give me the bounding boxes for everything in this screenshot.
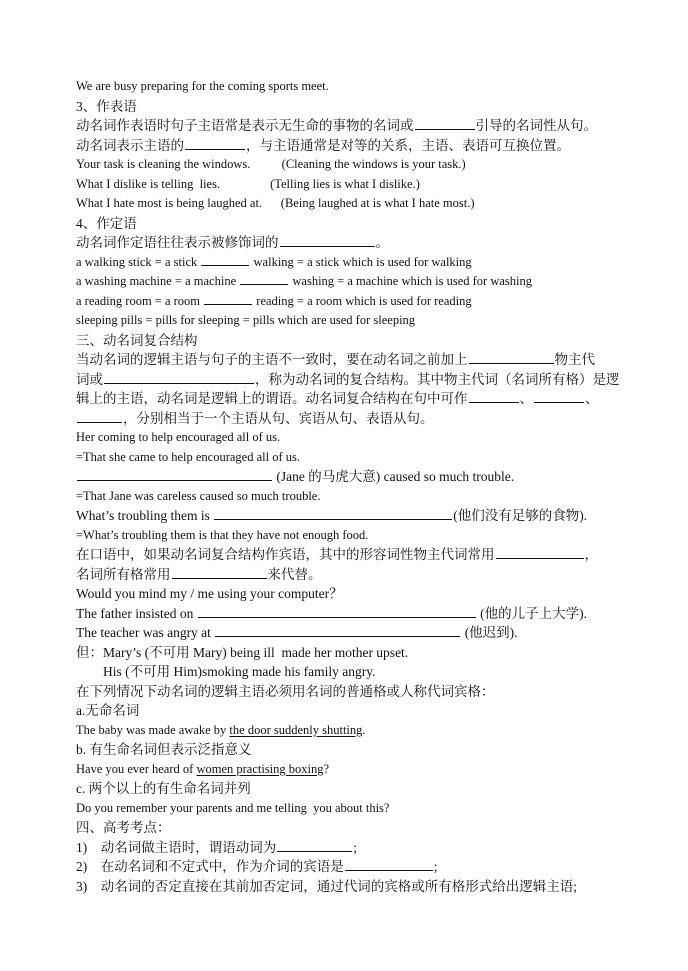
text-line [76,487,636,507]
line-text: 。 [375,235,389,250]
text-line [76,292,636,312]
line-text: 四、高考考点： [76,820,171,835]
text-line [76,662,636,682]
line-text: The father insisted on [76,605,197,621]
text-line [76,623,636,643]
text-line [76,545,636,565]
fill-in-blank[interactable] [201,253,249,266]
text-line [76,506,636,526]
text-line [76,857,636,877]
line-text: 名词所有格常用 [76,566,171,582]
text-line [76,701,636,721]
line-text: =That Jane was careless caused so much trouble. [76,488,321,503]
line-text: 物主代 [554,352,595,367]
line-text: Your task is cleaning the windows. (Cleaning the windows is your task.) [76,157,466,171]
text-line [76,838,636,858]
fill-in-blank[interactable] [185,137,245,150]
line-text: walking = a stick which is used for walking [250,254,472,269]
line-text: ; [353,839,358,855]
line-text: Do you remember your parents and me telling you about this? [76,800,390,815]
fill-in-blank[interactable] [277,839,352,852]
fill-in-blank[interactable] [204,292,252,305]
line-text: The baby was made awake by [76,722,230,737]
text-line [76,194,636,214]
fill-in-blank[interactable] [172,566,267,579]
line-text: (他们没有足够的食物). [453,508,588,523]
fill-in-blank[interactable] [198,605,476,618]
text-line [76,272,636,292]
line-text: b. 有生命名词但表示泛指意义 [76,742,252,757]
text-line [76,233,636,253]
text-line [76,721,636,741]
line-text: 4、作定语 [76,215,137,231]
text-line [76,136,636,156]
fill-in-blank[interactable] [415,117,475,130]
fill-in-blank[interactable] [534,390,584,403]
text-line [76,740,636,760]
line-text: a walking stick = a stick [76,254,201,269]
text-line [76,779,636,799]
line-text: (他迟到). [461,625,518,640]
line-text: ; [433,859,438,874]
line-text: What I hate most is being laughed at. (Being laughed at is what I hate most.) [76,196,475,210]
line-text: 三、动名词复合结构 [76,332,198,348]
line-text: (Jane 的马虎大意) caused so much trouble. [273,469,515,484]
fill-in-blank[interactable] [469,351,554,364]
text-line [76,799,636,819]
text-line [76,175,636,195]
line-text: ，称为动名词的复合结构。其中物主代词（名词所有格）是逻 [255,371,620,387]
line-text: reading = a room which is used for reading [253,293,472,308]
fill-in-blank[interactable] [104,371,254,384]
text-line [76,818,636,838]
text-line [76,97,636,117]
fill-in-blank[interactable] [215,624,460,637]
line-text: 当动名词的逻辑主语与句子的主语不一致时，要在动名词之前加上 [76,352,468,367]
line-text: 动名词作定语往往表示被修饰词的 [76,235,279,250]
text-line [76,116,636,136]
line-text: a.无命名词 [76,703,140,718]
line-text: 在口语中，如果动名词复合结构作宾语，其中的形容词性物主代词常用 [76,547,495,562]
line-text: 但：Mary’s (不可用 Mary) being ill made her mother upset. [76,644,409,660]
text-line [76,643,636,663]
line-text: 辑上的主语，动名词是逻辑上的谓语。动名词复合结构在句中可作 [76,391,468,406]
text-line [76,565,636,585]
fill-in-blank[interactable] [77,468,272,481]
line-text: (他的儿子上大学). [476,605,587,621]
line-text: ， [584,547,598,562]
text-line [76,214,636,234]
fill-in-blank[interactable] [469,390,519,403]
text-line [76,682,636,702]
line-text: 动名词作表语时句子主语常是表示无生命的事物的名词或 [76,118,414,133]
text-line [76,155,636,175]
line-text: What’s troubling them is [76,508,214,523]
line-text: 在下列情况下动名词的逻辑主语必须用名词的普通格或人称代词宾格： [76,683,495,699]
text-line [76,370,636,390]
line-text: 3、作表语 [76,98,137,114]
underlined-phrase: the door suddenly shutting [229,722,363,737]
fill-in-blank[interactable] [496,546,584,559]
text-line [76,409,636,429]
text-line [76,311,636,331]
line-text: His (不可用 Him)smoking made his family angry. [76,664,376,679]
text-line [76,428,636,448]
text-line [76,389,636,409]
line-text: ，分别相当于一个主语从句、宾语从句、表语从句。 [123,410,434,426]
line-text: =What’s troubling them is that they have not enough food. [76,527,369,542]
line-text: ，与主语通常是对等的关系，主语、表语可互换位置。 [246,137,570,153]
fill-in-blank[interactable] [280,234,375,247]
line-text: a reading room = a room [76,293,204,308]
text-line [76,350,636,370]
text-line [76,526,636,546]
document-page [76,77,636,896]
line-text: Her coming to help encouraged all of us. [76,430,281,444]
text-line [76,467,636,487]
text-line [76,584,636,604]
line-text: Would you mind my / me using your computer？ [76,586,343,601]
line-text: c. 两个以上的有生命名词并列 [76,781,251,796]
text-line [76,253,636,273]
text-line [76,877,636,897]
fill-in-blank[interactable] [214,507,452,520]
line-text: 3) 动名词的否定直接在其前加否定词，通过代词的宾格或所有格形式给出逻辑主语; [76,878,577,894]
line-text: 来代替。 [267,566,322,582]
fill-in-blank[interactable] [345,858,433,871]
line-text: 词或 [76,371,103,387]
text-line [76,448,636,468]
line-text: The teacher was angry at [76,625,215,640]
text-line [76,331,636,351]
line-text: 2) 在动名词和不定式中，作为介词的宾语是 [76,859,344,874]
fill-in-blank[interactable] [77,410,122,423]
fill-in-blank[interactable] [240,272,288,285]
line-text: washing = a machine which is used for washing [289,274,533,288]
line-text: 动名词表示主语的 [76,137,184,153]
line-text: 1) 动名词做主语时，谓语动词为 [76,839,277,855]
text-line [76,77,636,97]
text-line [76,760,636,780]
line-text: ? [323,761,330,776]
line-text: =That she came to help encouraged all of us. [76,449,300,464]
line-text: 、 [519,391,533,406]
line-text: What I dislike is telling lies. (Telling lies is what I dislike.) [76,176,420,191]
line-text: 、 [585,391,599,406]
line-text: a washing machine = a machine [76,274,240,288]
line-text: sleeping pills = pills for sleeping = pills which are used for sleeping [76,313,416,327]
line-text: 引导的名词性从句。 [475,118,597,133]
text-line [76,604,636,624]
line-text: We are busy preparing for the coming sports meet. [76,79,329,93]
line-text: . [362,722,366,737]
underlined-phrase: women practising boxing [196,761,324,776]
line-text: Have you ever heard of [76,761,197,776]
